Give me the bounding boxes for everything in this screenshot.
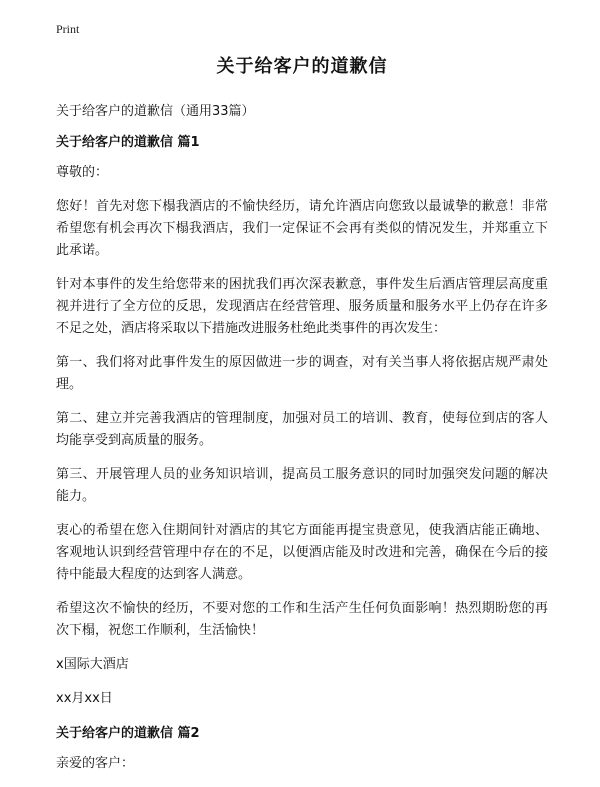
paragraph: 第三、开展管理人员的业务知识培训，提高员工服务意识的同时加强突发问题的解决能力。 — [56, 467, 548, 504]
paragraph: 您好！首先对您下榻我酒店的不愉快经历，请允许酒店向您致以最诚挚的歉意！非常希望您有机会再次下榻我酒店，我们一定保证不会再有类似的情况发生，并郑重立下此承诺。 — [56, 199, 548, 258]
paragraph: 衷心的希望在您入住期间针对酒店的其它方面能再提宝贵意见，使我酒店能正确地、客观地认识到经营管理中存在的不足，以便酒店能及时改进和完善，确保在今后的接待中能最大程度的达到客人满意。 — [56, 523, 548, 582]
section-heading: 关于给客户的道歉信 篇2 — [56, 726, 200, 741]
signature: x国际大酒店 — [56, 657, 129, 672]
page-title: 关于给客户的道歉信 — [216, 56, 388, 77]
paragraph: 希望这次不愉快的经历，不要对您的工作和生活产生任何负面影响！热烈期盼您的再次下榻，祝您工作顺利，生活愉快！ — [56, 601, 548, 638]
document-subtitle: 关于给客户的道歉信（通用33篇） — [56, 104, 255, 119]
paragraph: 针对本事件的发生给您带来的困扰我们再次深表歉意，事件发生后酒店管理层高度重视并进行了全方位的反思，发现酒店在经营管理、服务质量和服务水平上仍存在许多不足之处，酒店将采取以下措施改进服务杜绝此类事件的再次发生： — [56, 277, 548, 336]
letter-date: xx月xx日 — [56, 691, 113, 706]
paragraph: 第二、建立并完善我酒店的管理制度，加强对员工的培训、教育，使每位到店的客人均能享受到高质量的服务。 — [56, 411, 548, 448]
paragraph: 第一、我们将对此事件发生的原因做进一步的调查，对有关当事人将依据店规严肃处理。 — [56, 355, 548, 392]
salutation: 尊敬的： — [56, 165, 109, 180]
print-link[interactable]: Print — [56, 22, 80, 36]
salutation: 亲爱的客户： — [56, 756, 135, 771]
section-heading: 关于给客户的道歉信 篇1 — [56, 135, 200, 150]
document-body — [56, 52, 548, 787]
